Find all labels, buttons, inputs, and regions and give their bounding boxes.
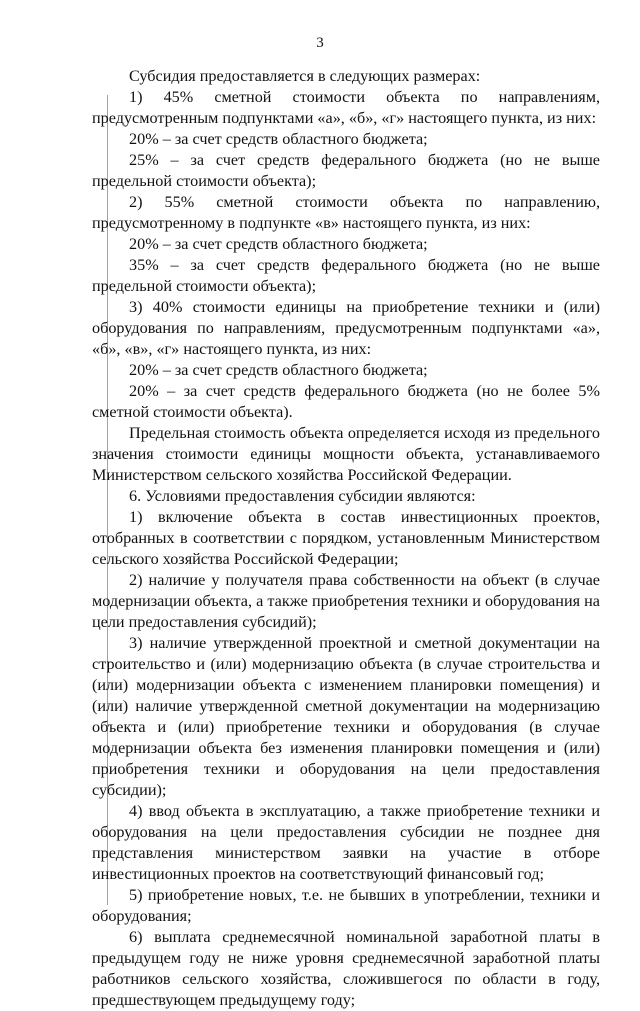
paragraph: 2) наличие у получателя права собственности на объект (в случае модернизации объекта, а также приобретения техники и оборудования на цели предоставления субсидий);: [92, 571, 600, 631]
paragraph: 20% – за счет средств областного бюджета;: [129, 361, 428, 379]
page-number: 3: [316, 35, 324, 51]
document-body: [92, 66, 600, 1011]
paragraph: Предельная стоимость объекта определяется исходя из предельного значения стоимости единицы мощности объекта, устанавливаемого Министерством сельского хозяйства Российской Федерации.: [92, 424, 600, 484]
paragraph: 20% – за счет средств областного бюджета;: [129, 130, 428, 148]
paragraph: Субсидия предоставляется в следующих размерах:: [129, 67, 481, 85]
paragraph: 2) 55% сметной стоимости объекта по направлению, предусмотренному в подпункте «в» настоящего пункта, из них:: [92, 193, 600, 232]
paragraph: 5) приобретение новых, т.е. не бывших в употреблении, техники и оборудования;: [92, 886, 600, 925]
paragraph: 3) 40% стоимости единицы на приобретение техники и (или) оборудования по направлениям, предусмотренным подпунктами «а», «б», «в», «г» настоящего пункта, из них:: [92, 298, 600, 358]
paragraph: 20% – за счет средств федерального бюджета (но не более 5% сметной стоимости объекта).: [92, 382, 600, 421]
paragraph: 35% – за счет средств федерального бюджета (но не выше предельной стоимости объекта);: [92, 256, 600, 295]
paragraph: 25% – за счет средств федерального бюджета (но не выше предельной стоимости объекта);: [92, 151, 600, 190]
paragraph: 1) 45% сметной стоимости объекта по направлениям, предусмотренным подпунктами «а», «б», «г» настоящего пункта, из них:: [92, 88, 600, 127]
paragraph: 6. Условиями предоставления субсидии являются:: [129, 487, 476, 505]
paragraph: 3) наличие утвержденной проектной и сметной документации на строительство и (или) модернизацию объекта (в случае строительства и (или) модернизации объекта с изменением планировки помещения) и (или) наличие утвержденной сметной документации на модернизацию объекта и (или) приобретение техники и оборудования (в случае модернизации объекта без изменения планировки помещения и (или) приобретения техники и оборудования на цели предоставления субсидии);: [92, 634, 600, 799]
paragraph: 20% – за счет средств областного бюджета;: [129, 235, 428, 253]
paragraph: 1) включение объекта в состав инвестиционных проектов, отобранных в соответствии с порядком, установленным Министерством сельского хозяйства Российской Федерации;: [92, 508, 600, 568]
paragraph: 6) выплата среднемесячной номинальной заработной платы в предыдущем году не ниже уровня среднемесячной заработной платы работников сельского хозяйства, сложившегося по области в году, предшествующем предыдущему году;: [92, 928, 600, 1009]
paragraph: 4) ввод объекта в эксплуатацию, а также приобретение техники и оборудования на цели предоставления субсидии не позднее дня представления министерством заявки на участие в отборе инвестиционных проектов на соответствующий финансовый год;: [92, 802, 600, 883]
